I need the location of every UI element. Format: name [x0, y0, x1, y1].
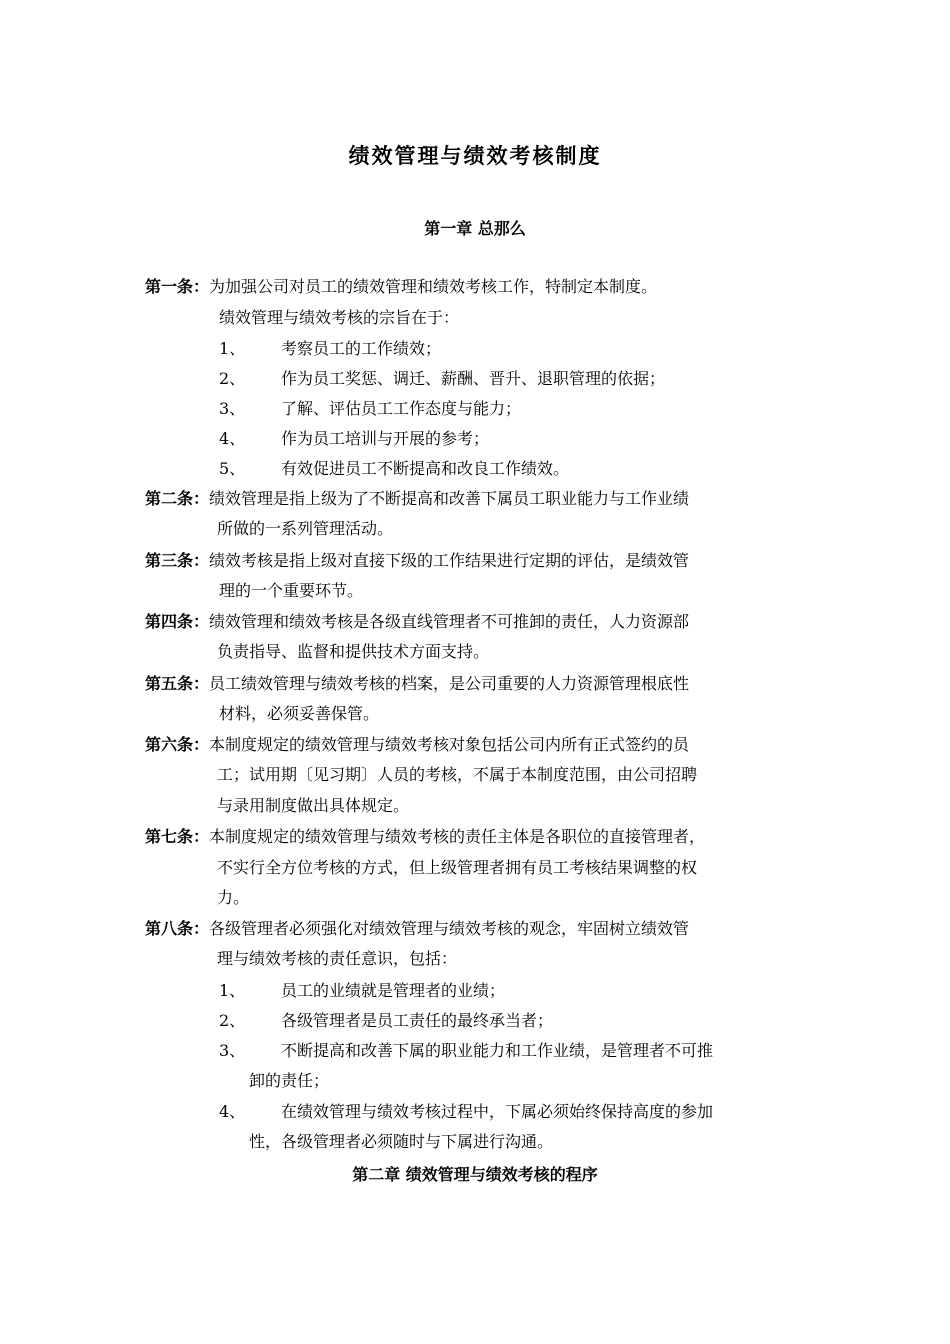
chapter-1-heading: 第一章 总那么 [424, 219, 526, 238]
article-4-label: 第四条： [145, 612, 210, 631]
article-7-line-3: 力。 [217, 888, 250, 907]
article-5-line-1: 第五条：员工绩效管理与绩效考核的档案，是公司重要的人力资源管理根底性 [145, 674, 690, 693]
article-2-line-2: 所做的一系列管理活动。 [217, 519, 394, 538]
list-item: 1、 员工的业绩就是管理者的业绩； [219, 981, 506, 1000]
article-6-label: 第六条： [145, 735, 210, 754]
list-item: 3、 不断提高和改善下属的职业能力和工作业绩，是管理者不可推 [219, 1041, 714, 1060]
article-8-label: 第八条： [145, 919, 210, 938]
article-2-label: 第二条： [145, 489, 210, 508]
article-5-line-2: 材料，必须妥善保管。 [219, 704, 380, 723]
chapter-2-heading: 第二章 绩效管理与绩效考核的程序 [352, 1165, 598, 1184]
article-2-line-1: 第二条：绩效管理是指上级为了不断提高和改善下属员工职业能力与工作业绩 [145, 489, 690, 508]
article-7-line-2: 不实行全方位考核的方式，但上级管理者拥有员工考核结果调整的权 [217, 858, 698, 877]
document-title: 绩效管理与绩效考核制度 [348, 144, 602, 168]
article-3-line-1: 第三条：绩效考核是指上级对直接下级的工作结果进行定期的评估，是绩效管 [145, 551, 690, 570]
list-item-continuation: 性，各级管理者必须随时与下属进行沟通。 [249, 1132, 554, 1151]
list-item: 1、 考察员工的工作绩效； [219, 339, 442, 358]
list-item: 5、 有效促进员工不断提高和改良工作绩效。 [219, 459, 570, 478]
article-6-line-1: 第六条：本制度规定的绩效管理与绩效考核对象包括公司内所有正式签约的员 [145, 735, 690, 754]
article-1-label: 第一条： [145, 277, 210, 296]
article-1-line-1: 第一条：为加强公司对员工的绩效管理和绩效考核工作，特制定本制度。 [145, 277, 658, 296]
article-6-line-2: 工；试用期〔见习期〕人员的考核，不属于本制度范围，由公司招聘 [217, 765, 698, 784]
list-item: 2、 作为员工奖惩、调迁、薪酬、晋升、退职管理的依据； [219, 369, 666, 388]
article-4-line-2: 负责指导、监督和提供技术方面支持。 [217, 642, 490, 661]
list-item-continuation: 卸的责任； [249, 1071, 330, 1090]
article-3-line-2: 理的一个重要环节。 [219, 581, 364, 600]
list-item: 4、 作为员工培训与开展的参考； [219, 429, 490, 448]
article-5-label: 第五条： [145, 674, 210, 693]
article-3-label: 第三条： [145, 551, 210, 570]
article-6-line-3: 与录用制度做出具体规定。 [217, 796, 410, 815]
article-8-line-1: 第八条：各级管理者必须强化对绩效管理与绩效考核的观念，牢固树立绩效管 [145, 919, 690, 938]
article-8-line-2: 理与绩效考核的责任意识，包括： [217, 949, 458, 968]
list-item: 3、 了解、评估员工工作态度与能力； [219, 399, 522, 418]
list-item: 4、 在绩效管理与绩效考核过程中，下属必须始终保持高度的参加 [219, 1102, 714, 1121]
article-4-line-1: 第四条：绩效管理和绩效考核是各级直线管理者不可推卸的责任，人力资源部 [145, 612, 690, 631]
list-item: 2、 各级管理者是员工责任的最终承当者； [219, 1011, 554, 1030]
article-7-label: 第七条： [145, 827, 210, 846]
article-7-line-1: 第七条：本制度规定的绩效管理与绩效考核的责任主体是各职位的直接管理者， [145, 827, 706, 846]
article-1-line-2: 绩效管理与绩效考核的宗旨在于： [219, 308, 460, 327]
